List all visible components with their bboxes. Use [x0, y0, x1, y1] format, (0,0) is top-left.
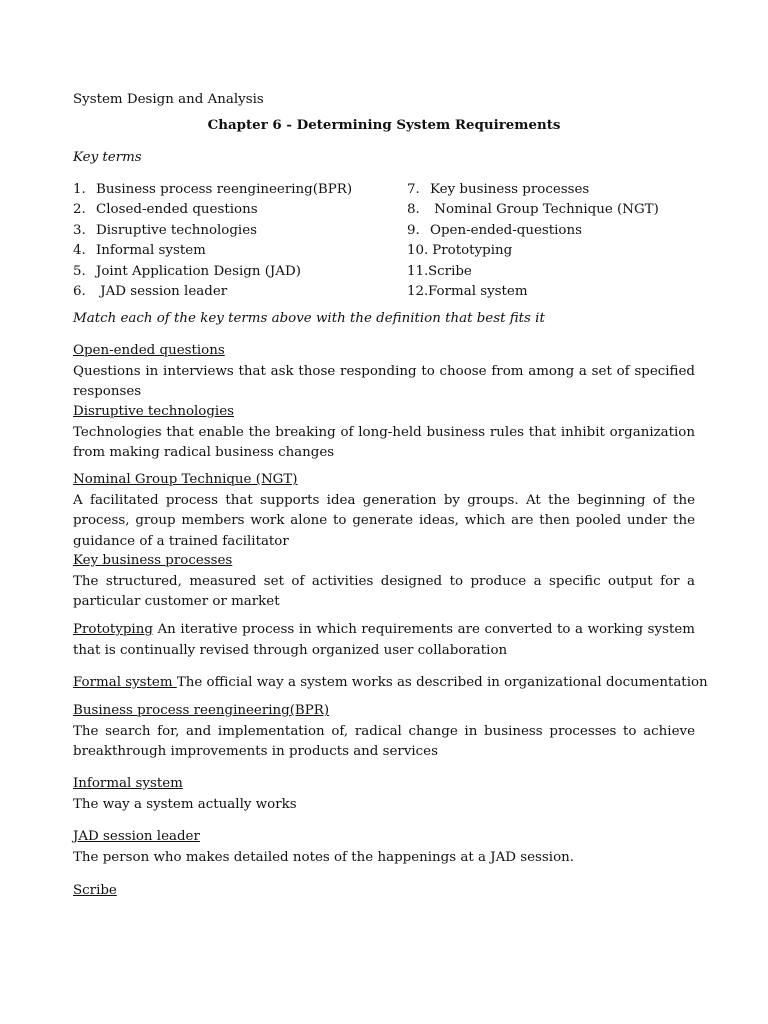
definition-block — [73, 673, 708, 694]
key-term: 9. Open-ended-questions — [407, 222, 582, 238]
definition-term: Key business processes — [73, 553, 233, 568]
definition-block — [73, 551, 695, 613]
definition-text: The person who makes detailed notes of the happenings at a JAD session. — [73, 849, 575, 865]
definition-text: Questions in interviews that ask those responding to choose from among a set of specified responses — [73, 363, 695, 399]
definition-text: The structured, measured set of activities designed to produce a specific output for a particular customer or market — [73, 573, 695, 609]
definition-block — [73, 827, 695, 868]
definition-term: Formal system — [73, 675, 177, 690]
key-terms-heading: Key terms — [73, 150, 142, 165]
chapter-title: Chapter 6 - Determining System Requirements — [207, 117, 561, 133]
definition-block — [73, 701, 695, 763]
key-term: 4. Informal system — [73, 243, 206, 259]
key-term: 11.Scribe — [407, 263, 472, 279]
definition-term: Prototyping — [73, 622, 153, 637]
key-term: 10. Prototyping — [407, 243, 513, 259]
key-term: 12.Formal system — [407, 284, 528, 299]
key-term: 8. Nominal Group Technique (NGT) — [407, 202, 659, 218]
definition-block — [73, 881, 695, 902]
key-term: 2. Closed-ended questions — [73, 202, 258, 218]
definition-block — [73, 470, 695, 552]
definition-term: Disruptive technologies — [73, 404, 235, 419]
instruction-text: Match each of the key terms above with the definition that best fits it — [73, 311, 545, 326]
key-term: 5. Joint Application Design (JAD) — [73, 263, 301, 279]
definition-term: Informal system — [73, 776, 183, 791]
definition-block — [73, 774, 695, 815]
definition-text: The search for, and implementation of, radical change in business processes to achieve breakthrough improvements in products and services — [73, 723, 695, 759]
definition-block — [73, 341, 695, 403]
definition-term: Scribe — [73, 883, 117, 898]
course-title: System Design and Analysis — [73, 92, 264, 107]
definition-text: The official way a system works as described in organizational documentation — [176, 675, 708, 690]
definition-block — [73, 620, 695, 661]
definition-text: Technologies that enable the breaking of long-held business rules that inhibit organization from making radical business changes — [73, 424, 695, 460]
definition-text: The way a system actually works — [73, 796, 297, 812]
definition-term: JAD session leader — [73, 829, 200, 844]
key-term: 7. Key business processes — [407, 182, 590, 197]
definition-text: A facilitated process that supports idea generation by groups. At the beginning of the process, group members work alone to generate ideas, which are then pooled under the guidance of a trained facilitator — [73, 492, 695, 549]
definition-term: Business process reengineering(BPR) — [73, 703, 330, 718]
definition-term: Nominal Group Technique (NGT) — [73, 472, 298, 487]
key-term: 1. Business process reengineering(BPR) — [73, 182, 353, 197]
definition-text: An iterative process in which requirements are converted to a working system that is continually revised through organized user collaboration — [73, 622, 695, 658]
key-term: 6. JAD session leader — [73, 284, 228, 299]
definition-term: Open-ended questions — [73, 343, 225, 358]
definition-block — [73, 402, 695, 464]
key-term: 3. Disruptive technologies — [73, 222, 258, 238]
